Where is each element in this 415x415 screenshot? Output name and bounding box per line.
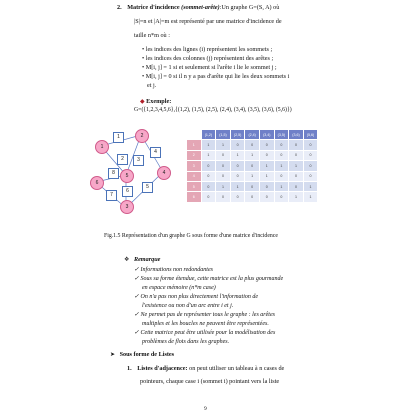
graph-edge-label: 3	[133, 155, 144, 166]
section-subtitle: (sommet-arête)	[181, 4, 220, 11]
matrix-cell: 0	[289, 171, 304, 181]
matrix-cell: 0	[274, 150, 289, 160]
matrix-cell: 1	[216, 181, 231, 191]
matrix-cell: 1	[303, 192, 318, 202]
paragraph-line: taille n*m où :	[134, 32, 170, 39]
check-icon: ✓	[134, 294, 140, 300]
listes-line2: pointeurs, chaque case i (sommet i) pointant vers la liste	[140, 378, 280, 385]
graph-edge-label: 2	[117, 154, 128, 165]
matrix-cell: 0	[230, 161, 245, 171]
check-icon: ✓	[134, 312, 140, 318]
matrix-cell: 0	[303, 140, 318, 150]
matrix-cell: 1	[201, 150, 216, 160]
matrix-cell: 0	[245, 161, 260, 171]
check-icon: ✓	[134, 276, 140, 282]
matrix-row	[187, 171, 318, 181]
matrix-row-label: 3	[187, 161, 202, 171]
listes-item-title: Listes d'adjacence:	[137, 365, 188, 372]
graph-node: 6	[90, 176, 104, 190]
remarque-heading	[124, 255, 160, 265]
matrix-cell: 1	[303, 181, 318, 191]
matrix-cell: 0	[303, 161, 318, 171]
matrix-cell: 0	[274, 140, 289, 150]
matrix-cell: 1	[274, 181, 289, 191]
matrix-header-cell: (1,2)	[201, 130, 216, 140]
matrix-cell: 1	[201, 140, 216, 150]
matrix-row	[187, 192, 318, 202]
matrix-cell: 0	[259, 192, 274, 202]
remarque-item-continuation: l'existence ou non d'un arc entre i et j.	[142, 303, 234, 309]
matrix-row-label: 2	[187, 150, 202, 160]
matrix-header-cell: (5,6)	[303, 130, 318, 140]
matrix-row-label: 5	[187, 181, 202, 191]
remarque-item: ✓ Ne permet pas de représenter tous le graphe : les arêtes	[134, 312, 275, 318]
remarque-item: ✓ Cette matrice peut être utilisée pour la modélisation des	[134, 330, 276, 336]
matrix-cell: 1	[274, 161, 289, 171]
matrix-cell: 0	[303, 150, 318, 160]
listes-item-number: 1.	[127, 365, 132, 372]
graph-edge-label: 7	[106, 190, 117, 201]
remarque-item: ✓ Sous sa forme étendue, cette matrice est la plus gourmande	[134, 276, 284, 282]
matrix-cell: 0	[259, 181, 274, 191]
incidence-matrix-table	[186, 129, 318, 203]
matrix-cell: 0	[216, 150, 231, 160]
matrix-header-cell: (2,5)	[230, 130, 245, 140]
example-text: G=({1,2,3,4,5,6},{(1,2), (1,5), (2,5), (2,4), (3,4), (3,5), (3,6), (5,6)})	[134, 107, 292, 113]
matrix-header-cell: (3,6)	[289, 130, 304, 140]
matrix-cell: 1	[245, 171, 260, 181]
matrix-cell: 0	[259, 150, 274, 160]
graph-node: 1	[95, 140, 109, 154]
matrix-row	[187, 181, 318, 191]
bullet-item: • M[i, j] = 0 si il n y a pas d'arête qui lie les deux sommets i	[142, 73, 290, 80]
section-heading	[117, 3, 279, 12]
bullet-item-continuation: et j.	[147, 82, 157, 89]
page-number: 9	[204, 406, 207, 412]
matrix-row-label: 4	[187, 171, 202, 181]
bullet-item: • les indices des colonnes (j) représentent des arêtes ;	[142, 55, 274, 62]
matrix-cell: 0	[201, 192, 216, 202]
graph-edge-label: 6	[122, 186, 133, 197]
matrix-cell: 1	[216, 140, 231, 150]
matrix-cell: 1	[259, 161, 274, 171]
matrix-cell: 0	[274, 171, 289, 181]
matrix-cell: 0	[303, 171, 318, 181]
matrix-cell: 0	[245, 181, 260, 191]
remarque-item: ✓ Informations non redondantes	[134, 267, 213, 273]
matrix-cell: 0	[230, 140, 245, 150]
graph-edge-label: 8	[108, 168, 119, 179]
graph-edge-label: 4	[150, 147, 161, 158]
remarque-item-continuation: multiples et les boucles ne peuvent être représentées.	[142, 321, 269, 327]
graph-node: 2	[135, 129, 149, 143]
remarque-item: ✓ On n'a pas non plus directement l'information de	[134, 294, 259, 300]
bullet-item: • les indices des lignes (i) représentent les sommets ;	[142, 46, 273, 53]
remarque-item-continuation: problèmes de flots dans les graphes.	[142, 339, 230, 345]
listes-item-line	[127, 364, 284, 373]
matrix-cell: 0	[216, 192, 231, 202]
graph-node: 4	[157, 166, 171, 180]
figure-caption: Fig.1.5 Représentation d'un graphe G sous forme d'une matrice d'incidence	[104, 233, 278, 239]
listes-heading-text: Sous forme de Listes	[119, 351, 175, 358]
remarque-item-continuation: en espace mémoire (n*m case)	[142, 285, 216, 291]
star-bullet-icon: ❖	[124, 257, 130, 263]
matrix-cell: 0	[289, 181, 304, 191]
matrix-cell: 1	[289, 192, 304, 202]
matrix-cell: 1	[245, 150, 260, 160]
matrix-cell: 0	[245, 192, 260, 202]
matrix-row-label: 1	[187, 140, 202, 150]
arrow-bullet-icon: ➤	[110, 352, 116, 358]
listes-line1-rest: on peut utiliser un tableau à n cases de	[189, 365, 285, 372]
matrix-cell: 1	[230, 150, 245, 160]
matrix-corner-cell	[187, 130, 202, 140]
paragraph-line: |S|=n et |A|=m est représenté par une matrice d'incidence de	[134, 18, 282, 25]
graph-node: 3	[120, 200, 134, 214]
check-icon: ✓	[134, 267, 140, 273]
matrix-cell: 0	[201, 181, 216, 191]
matrix-cell: 0	[230, 171, 245, 181]
matrix-cell: 0	[245, 140, 260, 150]
matrix-header-cell: (1,5)	[216, 130, 231, 140]
graph-edge-label: 5	[142, 182, 153, 193]
matrix-header-row	[187, 130, 318, 140]
matrix-cell: 1	[230, 181, 245, 191]
matrix-header-cell: (3,4)	[259, 130, 274, 140]
section-title: Matrice d'incidence	[127, 4, 180, 11]
matrix-cell: 0	[230, 192, 245, 202]
matrix-header-cell: (3,5)	[274, 130, 289, 140]
diamond-bullet-icon: ◆	[140, 99, 145, 105]
graph-edge-label: 1	[113, 132, 124, 143]
matrix-cell: 0	[201, 161, 216, 171]
bullet-item: • M[i, j] = 1 si et seulement si l'arête i lie le sommet j ;	[142, 64, 277, 71]
matrix-row	[187, 140, 318, 150]
matrix-cell: 1	[289, 161, 304, 171]
section-number: 2.	[117, 4, 122, 11]
example-label: Exemple:	[146, 98, 172, 105]
section-line1-rest: :Un graphe G=(S, A) où	[219, 4, 280, 11]
matrix-cell: 0	[289, 150, 304, 160]
matrix-cell: 0	[274, 192, 289, 202]
matrix-cell: 0	[216, 171, 231, 181]
matrix-cell: 0	[216, 161, 231, 171]
graph-node: 5	[120, 169, 134, 183]
remarque-label: Remarque	[133, 256, 161, 263]
listes-heading	[110, 350, 174, 360]
matrix-cell: 0	[289, 140, 304, 150]
matrix-cell: 0	[201, 171, 216, 181]
matrix-cell: 0	[259, 140, 274, 150]
check-icon: ✓	[134, 330, 140, 336]
matrix-row	[187, 161, 318, 171]
matrix-row-label: 6	[187, 192, 202, 202]
matrix-row	[187, 150, 318, 160]
matrix-cell: 1	[259, 171, 274, 181]
matrix-header-cell: (2,4)	[245, 130, 260, 140]
